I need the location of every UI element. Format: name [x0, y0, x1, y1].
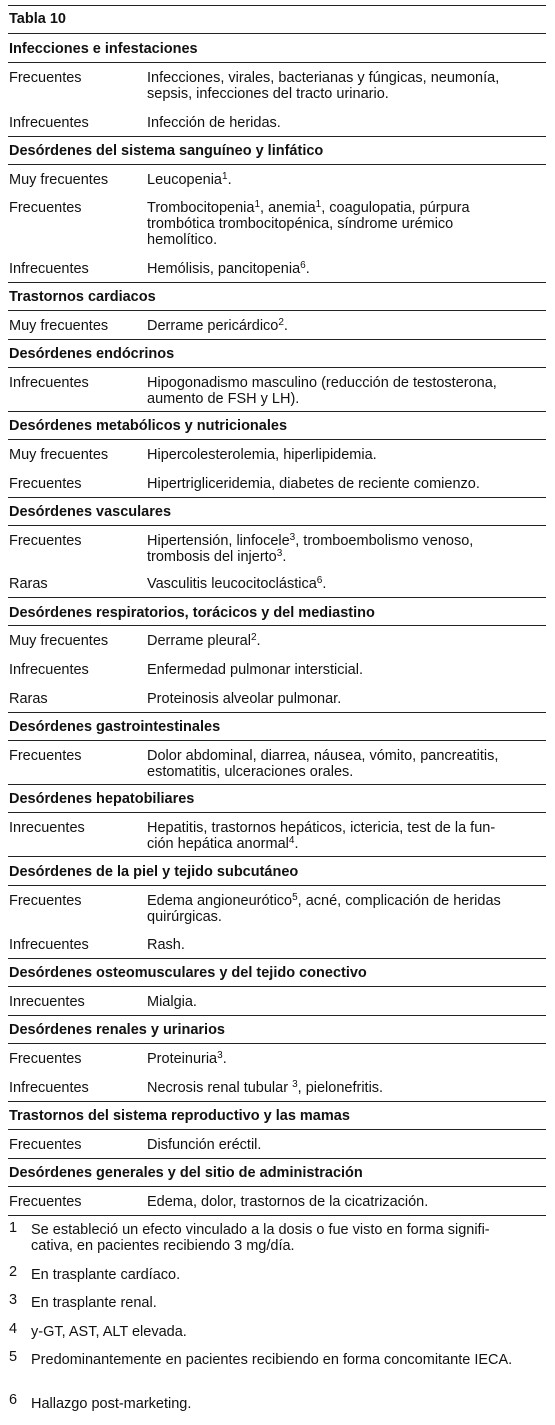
divider [8, 339, 546, 340]
divider [8, 625, 546, 626]
divider [8, 439, 546, 440]
divider [8, 1043, 546, 1044]
footnote-number: 4 [9, 1321, 18, 1337]
row-frequency: Frecuentes [9, 1051, 82, 1067]
footnote-text: Se estableció un efecto vinculado a la dosis o fue visto en forma signifi- cativa, en pacientes recibiendo 3 mg/día. [31, 1222, 490, 1254]
divider [8, 525, 546, 526]
row-frequency: Infrecuentes [9, 115, 89, 131]
section-heading: Desórdenes gastrointestinales [9, 719, 221, 735]
row-description: Edema angioneurótico$^5$, acné, complicación de heridas quirúrgicas. [147, 892, 501, 925]
footnote-number: 3 [9, 1292, 18, 1308]
row-frequency: Infrecuentes [9, 1080, 89, 1096]
divider [8, 885, 546, 886]
row-description: Hepatitis, trastornos hepáticos, ictericia, test de la fun- ción hepática anormal$^4$. [147, 820, 496, 852]
divider [8, 1186, 546, 1187]
divider [8, 1129, 546, 1130]
section-heading: Desórdenes renales y urinarios [9, 1022, 225, 1038]
row-frequency: Frecuentes [9, 893, 82, 909]
row-frequency: Frecuentes [9, 533, 82, 549]
divider [8, 310, 546, 311]
divider [8, 986, 546, 987]
row-frequency: Inrecuentes [9, 994, 85, 1010]
section-heading: Infecciones e infestaciones [9, 41, 198, 57]
row-description: Disfunción eréctil. [147, 1137, 262, 1153]
section-heading: Trastornos cardiacos [9, 289, 156, 305]
row-frequency: Frecuentes [9, 476, 82, 492]
row-description: Leucopenia$^1$. [147, 171, 232, 188]
footnote-text: En trasplante cardíaco. [31, 1267, 181, 1283]
section-heading: Desórdenes vasculares [9, 504, 172, 520]
divider [8, 1015, 546, 1016]
footnote-text: y-GT, AST, ALT elevada. [31, 1324, 187, 1340]
divider [8, 33, 546, 34]
divider [8, 856, 546, 857]
section-heading: Desórdenes del sistema sanguíneo y linfático [9, 143, 324, 159]
row-description: Trombocitopenia$^1$, anemia$^1$, coagulopatia, púrpura trombótica trombocitopénica, síndrome urémico hemolítico. [147, 199, 470, 248]
divider [8, 1158, 546, 1159]
row-frequency: Infrecuentes [9, 261, 89, 277]
row-description: Hemólisis, pancitopenia$^6$. [147, 260, 310, 277]
row-frequency: Muy frecuentes [9, 447, 109, 463]
row-description: Mialgia. [147, 994, 197, 1010]
table-top-rule [8, 5, 546, 6]
footnote-number: 1 [9, 1220, 18, 1236]
row-frequency: Frecuentes [9, 1137, 82, 1153]
section-heading: Desórdenes de la piel y tejido subcutáneo [9, 864, 299, 880]
row-description: Infecciones, virales, bacterianas y fúngicas, neumonía, sepsis, infecciones del tracto urinario. [147, 70, 500, 102]
divider [8, 136, 546, 137]
divider [8, 1101, 546, 1102]
row-frequency: Infrecuentes [9, 937, 89, 953]
footnote-number: 6 [9, 1392, 18, 1408]
row-description: Necrosis renal tubular $^3$, pielonefritis. [147, 1079, 384, 1096]
row-description: Edema, dolor, trastornos de la cicatrización. [147, 1194, 429, 1210]
row-description: Proteinuria$^3$. [147, 1050, 227, 1067]
section-heading: Trastornos del sistema reproductivo y las mamas [9, 1108, 350, 1124]
table-title: Tabla 10 [9, 11, 66, 27]
divider [8, 282, 546, 283]
divider [8, 597, 546, 598]
footnote-text: En trasplante renal. [31, 1295, 157, 1311]
row-description: Hipercolesterolemia, hiperlipidemia. [147, 447, 377, 463]
row-frequency: Frecuentes [9, 200, 82, 216]
divider [8, 367, 546, 368]
divider [8, 164, 546, 165]
row-description: Hipertensión, linfocele$^3$, tromboembolismo venoso, trombosis del injerto$^3$. [147, 532, 474, 565]
row-description: Infección de heridas. [147, 115, 281, 131]
footnote-number: 2 [9, 1264, 18, 1280]
row-frequency: Frecuentes [9, 70, 82, 86]
row-description: Derrame pleural$^2$. [147, 632, 261, 649]
row-frequency: Muy frecuentes [9, 318, 109, 334]
section-heading: Desórdenes respiratorios, torácicos y del mediastino [9, 605, 375, 621]
divider [8, 784, 546, 785]
row-description: Hipogonadismo masculino (reducción de testosterona, aumento de FSH y LH). [147, 375, 497, 407]
row-frequency: Raras [9, 691, 48, 707]
row-description: Derrame pericárdico$^2$. [147, 317, 288, 334]
divider [8, 62, 546, 63]
footnote-text: Predominantemente en pacientes recibiendo en forma concomitante IECA. [31, 1352, 513, 1368]
divider [8, 812, 546, 813]
row-description: Hipertrigliceridemia, diabetes de reciente comienzo. [147, 476, 480, 492]
row-description: Enfermedad pulmonar intersticial. [147, 662, 363, 678]
row-description: Rash. [147, 937, 185, 953]
row-frequency: Infrecuentes [9, 662, 89, 678]
section-heading: Desórdenes metabólicos y nutricionales [9, 418, 288, 434]
row-frequency: Muy frecuentes [9, 633, 109, 649]
footnote-text: Hallazgo post-marketing. [31, 1396, 192, 1412]
divider [8, 712, 546, 713]
row-frequency: Frecuentes [9, 1194, 82, 1210]
section-heading: Desórdenes osteomusculares y del tejido conectivo [9, 965, 367, 981]
footnote-number: 5 [9, 1349, 18, 1365]
section-heading: Desórdenes endócrinos [9, 346, 175, 362]
divider [8, 497, 546, 498]
row-frequency: Inrecuentes [9, 820, 85, 836]
row-frequency: Raras [9, 576, 48, 592]
divider [8, 411, 546, 412]
row-description: Proteinosis alveolar pulmonar. [147, 691, 342, 707]
table-bottom-rule [8, 1215, 546, 1216]
row-description: Dolor abdominal, diarrea, náusea, vómito, pancreatitis, estomatitis, ulceraciones orales. [147, 748, 499, 780]
section-heading: Desórdenes generales y del sitio de administración [9, 1165, 363, 1181]
section-heading: Desórdenes hepatobiliares [9, 791, 195, 807]
row-frequency: Frecuentes [9, 748, 82, 764]
divider [8, 740, 546, 741]
row-frequency: Infrecuentes [9, 375, 89, 391]
row-frequency: Muy frecuentes [9, 172, 109, 188]
row-description: Vasculitis leucocitoclástica$^6$. [147, 575, 327, 592]
divider [8, 958, 546, 959]
